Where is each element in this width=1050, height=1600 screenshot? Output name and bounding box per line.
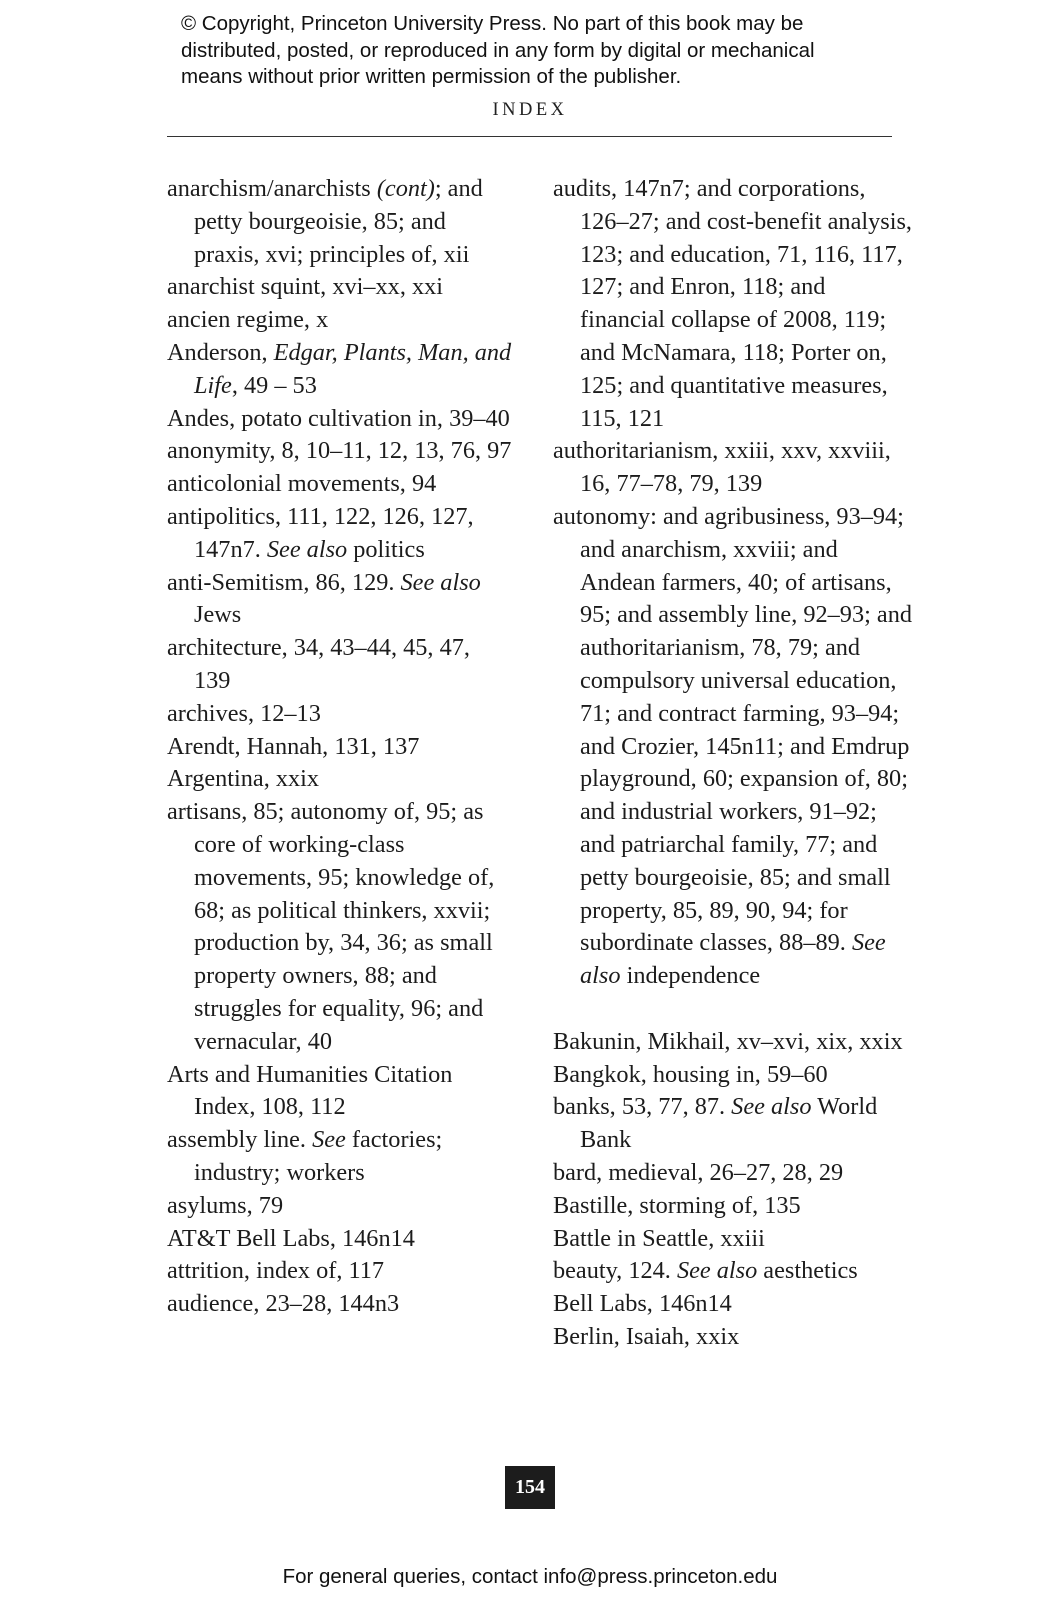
index-entry: autonomy: and agribusiness, 93–94; and anarchism, xxviii; and Andean farmers, 40; of artisans, 95; and assembly line, 92–93; and authoritarianism, 78, 79; and compulsory universal education, 71; and contract farming, 93–94; and Crozier, 145n11; and Emdrup playground, 60; expansion of, 80; and industrial workers, 91–92; and patriarchal family, 77; and petty bourgeoisie, 85; and small property, 85, 89, 90, 94; for subordinate classes, 88–89. See also independence — [553, 502, 913, 990]
index-entry: Bakunin, Mikhail, xv–xvi, xix, xxix — [553, 1027, 903, 1055]
index-entry: Bastille, storming of, 135 — [553, 1191, 801, 1219]
index-entry: AT&T Bell Labs, 146n14 — [167, 1224, 415, 1252]
index-entry: Bell Labs, 146n14 — [553, 1290, 732, 1318]
index-entry: banks, 53, 77, 87. See also World Bank — [553, 1093, 878, 1154]
index-entry: Argentina, xxix — [167, 765, 320, 793]
index-entry: Arts and Humanities Citation Index, 108, 112 — [167, 1060, 453, 1121]
copyright-notice — [181, 11, 941, 91]
index-entry: antipolitics, 111, 122, 126, 127, 147n7. See also politics — [167, 502, 474, 563]
page-number: 154 — [505, 1466, 555, 1509]
index-entry: audience, 23–28, 144n3 — [167, 1290, 400, 1318]
index-entry: Andes, potato cultivation in, 39–40 — [167, 404, 510, 432]
index-entry: assembly line. See factories; industry; workers — [167, 1126, 443, 1186]
copyright-line: distributed, posted, or reproduced in any form by digital or mechanical — [181, 38, 815, 62]
index-entry: anti-Semitism, 86, 129. See also Jews — [167, 568, 481, 629]
copyright-line: means without prior written permission of the publisher. — [181, 65, 682, 88]
index-entry: audits, 147n7; and corporations, 126–27; and cost-benefit analysis, 123; and education, 71, 116, 117, 127; and Enron, 118; and financial collapse of 2008, 119; and McNamara, 118; Porter on, 125; and quantitative measures, 115, 121 — [553, 175, 912, 432]
index-entry: Anderson, Edgar, Plants, Man, and Life, 49 – 53 — [167, 338, 512, 399]
index-column-right — [553, 173, 913, 1354]
index-entry: artisans, 85; autonomy of, 95; as core of working-class movements, 95; knowledge of, 68; as political thinkers, xxvii; production by, 34, 36; as small property owners, 88; and struggles for equality, 96; and vernacular, 40 — [167, 798, 495, 1055]
index-entry: Berlin, Isaiah, xxix — [553, 1322, 740, 1350]
index-entry: bard, medieval, 26–27, 28, 29 — [553, 1158, 844, 1186]
index-entry: anarchism/anarchists (cont); and petty bourgeoisie, 85; and praxis, xvi; principles of, xii — [167, 175, 483, 268]
letter-gap — [553, 993, 913, 1026]
copyright-line: © Copyright, Princeton University Press. No part of this book may be — [181, 12, 804, 35]
index-entry: beauty, 124. See also aesthetics — [553, 1257, 858, 1285]
index-entry: anticolonial movements, 94 — [167, 470, 437, 498]
index-entry: attrition, index of, 117 — [167, 1257, 385, 1285]
index-entry: Bangkok, housing in, 59–60 — [553, 1060, 828, 1088]
index-entry: anonymity, 8, 10–11, 12, 13, 76, 97 — [167, 437, 512, 465]
index-column-left — [167, 173, 512, 1321]
index-entry: authoritarianism, xxiii, xxv, xxviii, 16, 77–78, 79, 139 — [553, 437, 891, 498]
header-rule — [167, 136, 892, 137]
index-entry: ancien regime, x — [167, 306, 329, 334]
index-entry: Arendt, Hannah, 131, 137 — [167, 732, 420, 760]
index-entry: architecture, 34, 43–44, 45, 47, 139 — [167, 634, 470, 694]
footer-contact: For general queries, contact info@press.princeton.edu — [282, 1565, 778, 1588]
index-entry: archives, 12–13 — [167, 699, 321, 727]
index-entry: asylums, 79 — [167, 1191, 284, 1219]
index-entry: anarchist squint, xvi–xx, xxi — [167, 273, 444, 301]
index-entry: Battle in Seattle, xxiii — [553, 1224, 765, 1252]
running-head: INDEX — [492, 100, 568, 120]
